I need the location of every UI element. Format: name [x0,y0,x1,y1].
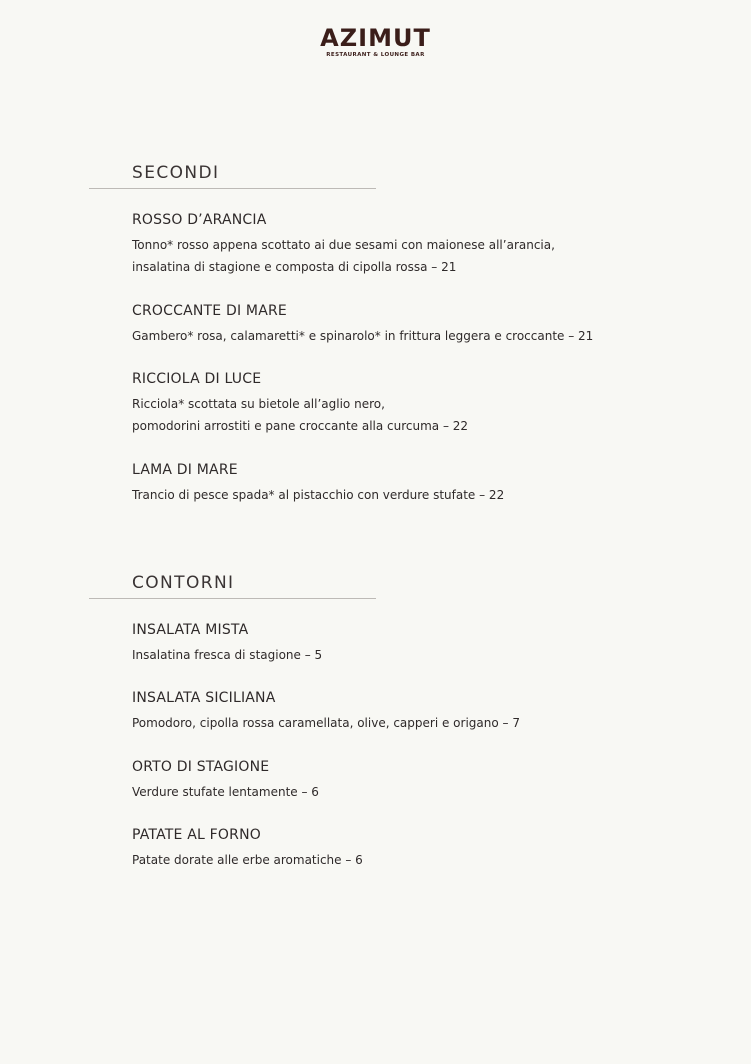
menu-item [132,370,692,437]
dish-description-line: Tonno* rosso appena scottato ai due sesami con maionese all’arancia, [132,238,555,252]
section-title: SECONDI [132,163,220,183]
menu-item [132,211,692,278]
menu-item [132,302,692,347]
logo-tagline: RESTAURANT & LOUNGE BAR [326,52,425,58]
dish-description [132,644,692,666]
dish-name: LAMA DI MARE [132,462,238,478]
dish-name: INSALATA MISTA [132,622,249,638]
menu-item [132,689,692,734]
dish-name: INSALATA SICILIANA [132,690,276,706]
dish-name: ORTO DI STAGIONE [132,759,270,775]
dish-description-line: Gambero* rosa, calamaretti* e spinarolo* in frittura leggera e croccante – 21 [132,329,594,343]
dish-description [132,234,692,278]
dish-description-line: Trancio di pesce spada* al pistacchio con verdure stufate – 22 [132,488,505,502]
restaurant-logo [0,26,751,59]
dish-description [132,712,692,734]
dish-name: ROSSO D’ARANCIA [132,212,267,228]
dish-description-line: Pomodoro, cipolla rossa caramellata, olive, capperi e origano – 7 [132,716,520,730]
dish-description-line: Ricciola* scottata su bietole all’aglio nero, [132,397,385,411]
dish-description-line: Verdure stufate lentamente – 6 [132,785,319,799]
section-divider [89,598,376,599]
dish-name: RICCIOLA DI LUCE [132,371,262,387]
dish-description-line: Insalatina fresca di stagione – 5 [132,648,323,662]
dish-description-line: insalatina di stagione e composta di cipolla rossa – 21 [132,260,457,274]
dish-description [132,325,692,347]
dish-description-line: Patate dorate alle erbe aromatiche – 6 [132,853,363,867]
dish-description [132,849,692,871]
dish-description [132,393,692,437]
logo-wordmark: AZIMUT [320,24,431,52]
section-divider [89,188,376,189]
dish-description-line: pomodorini arrostiti e pane croccante alla curcuma – 22 [132,419,469,433]
dish-description [132,484,692,506]
section-title: CONTORNI [132,573,235,593]
menu-item [132,461,692,506]
dish-name: CROCCANTE DI MARE [132,303,287,319]
menu-item [132,826,692,871]
dish-name: PATATE AL FORNO [132,827,261,843]
menu-item [132,621,692,666]
dish-description [132,781,692,803]
menu-item [132,758,692,803]
